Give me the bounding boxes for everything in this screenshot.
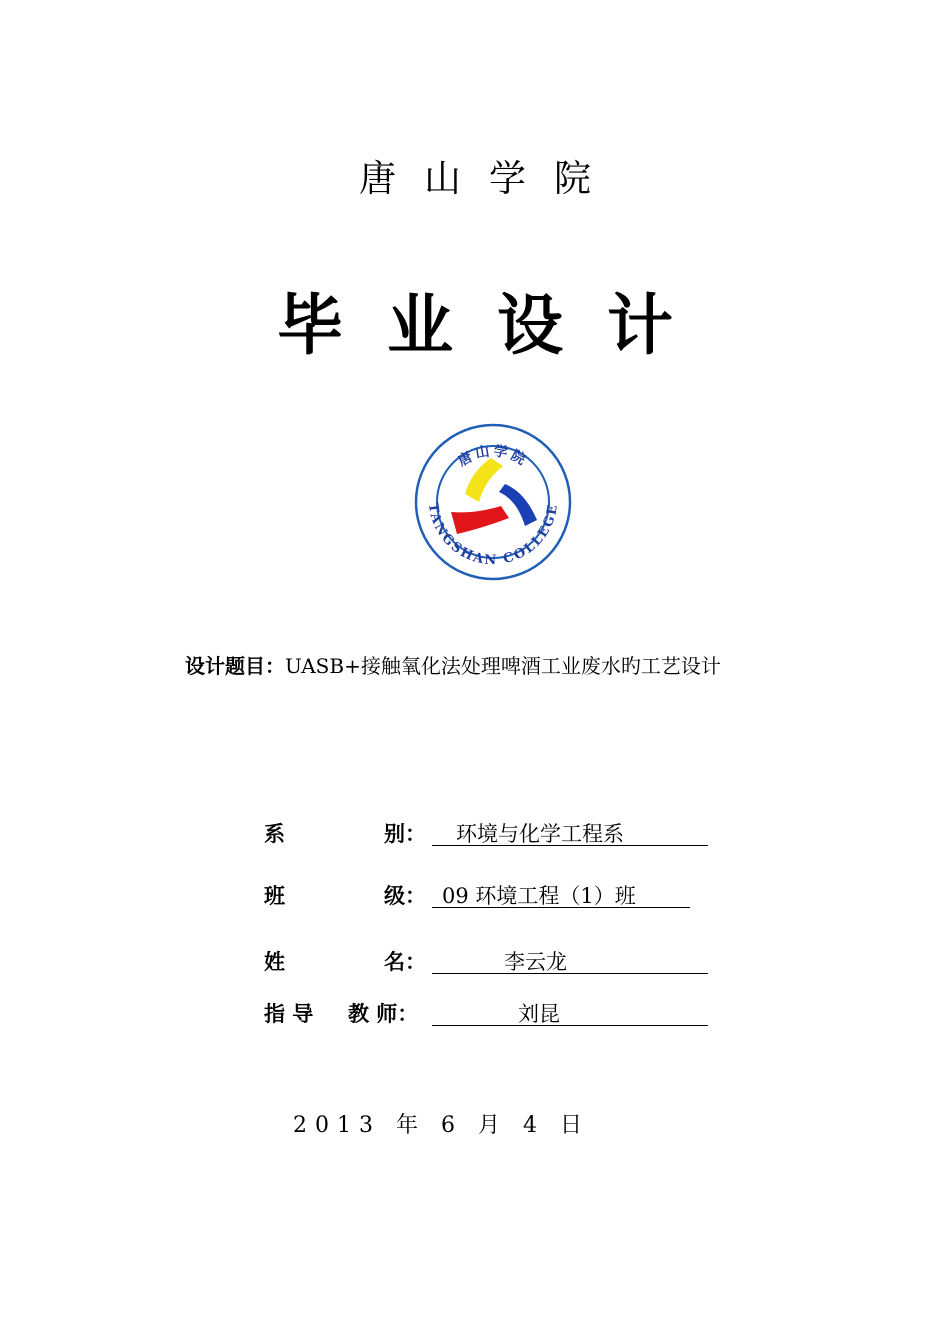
logo-en-text: TANGSHAN COLLEGE [424,502,562,569]
department-value: 环境与化学工程系 [432,818,708,846]
submission-date: 2013 年 6 月 4 日 [293,1113,590,1138]
field-department: 系 别： 环境与化学工程系 [264,818,724,850]
class-value: 09 环境工程（1）班 [432,880,690,908]
field-advisor: 指 导 教 师： 刘昆 [264,998,724,1030]
design-topic-value: UASB+接触氧化法处理啤酒工业废水旳工艺设计 [285,654,721,678]
field-name: 姓 名： 李云龙 [264,946,724,978]
document-type-title: 毕业设计 [277,287,717,364]
student-name-value: 李云龙 [432,946,708,974]
logo-blue-ribbon [499,484,537,526]
advisor-value: 刘昆 [432,998,708,1026]
logo-red-ribbon [451,506,509,534]
logo-cn-text: 唐山学院 [455,443,531,470]
college-logo [413,422,573,582]
school-name: 唐山学院 [359,157,619,200]
design-topic-row [185,650,721,679]
design-topic-label: 设计题目： [185,654,285,678]
field-class: 班 级： 09 环境工程（1）班 [264,880,724,912]
